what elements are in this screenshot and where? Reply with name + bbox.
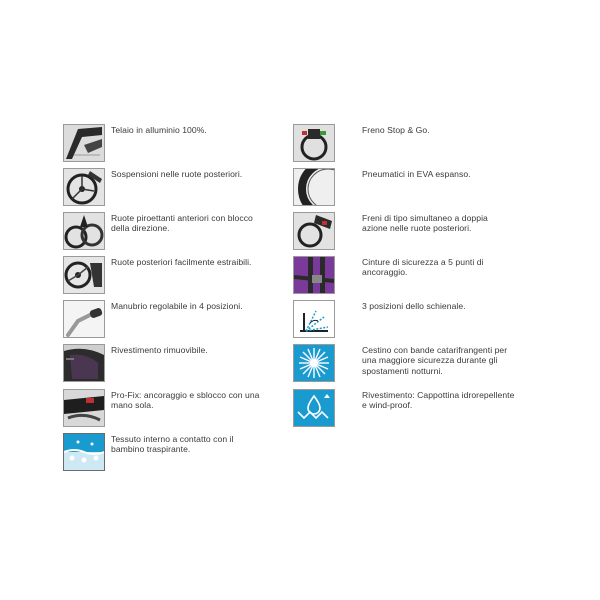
feature-removable-rear-wheels (63, 256, 286, 294)
feature-five-point-harness (293, 256, 540, 294)
feature-text: Rivestimento rimuovibile. (111, 345, 208, 355)
stop-go-brake-icon (293, 124, 335, 162)
feature-rear-suspension (63, 168, 286, 206)
feature-text: Pro-Fix: ancoraggio e sblocco con una mano sola. (111, 390, 260, 411)
eva-tyres-icon (293, 168, 335, 206)
swivel-front-wheels-icon (63, 212, 105, 250)
feature-pro-fix (63, 389, 286, 427)
feature-reflective-basket (293, 344, 540, 382)
feature-stop-go-brake (293, 124, 540, 162)
feature-text: Rivestimento: Cappottina idrorepellente e wind-proof. (362, 390, 515, 411)
feature-text: Cinture di sicurezza a 5 punti di ancoraggio. (362, 257, 484, 278)
adjustable-handlebar-icon (63, 300, 105, 338)
simultaneous-brake-icon (293, 212, 335, 250)
feature-text: Tessuto interno a contatto con il bambino traspirante. (111, 434, 234, 455)
feature-text: Freni di tipo simultaneo a doppia azione nelle ruote posteriori. (362, 213, 488, 234)
feature-water-repellent-hood (293, 389, 540, 427)
backrest-positions-icon (293, 300, 335, 338)
feature-breathable-fabric (63, 433, 286, 471)
feature-text: Sospensioni nelle ruote posteriori. (111, 169, 243, 179)
feature-text: Pneumatici in EVA espanso. (362, 169, 471, 179)
feature-text: Ruote posteriori facilmente estraibili. (111, 257, 252, 267)
five-point-harness-icon (293, 256, 335, 294)
removable-cover-icon (63, 344, 105, 382)
feature-text: Freno Stop & Go. (362, 125, 430, 135)
feature-text: Ruote piroettanti anteriori con blocco della direzione. (111, 213, 253, 234)
feature-text: 3 posizioni dello schienale. (362, 301, 466, 311)
feature-text: Telaio in alluminio 100%. (111, 125, 207, 135)
removable-rear-wheels-icon (63, 256, 105, 294)
feature-swivel-front-wheels (63, 212, 286, 250)
breathable-fabric-icon (63, 433, 105, 471)
feature-simultaneous-brake (293, 212, 540, 250)
water-repellent-hood-icon (293, 389, 335, 427)
feature-adjustable-handlebar (63, 300, 286, 338)
reflective-basket-icon (293, 344, 335, 382)
feature-aluminium-frame (63, 124, 286, 162)
aluminium-frame-icon (63, 124, 105, 162)
feature-text: Cestino con bande catarifrangenti per una maggiore sicurezza durante gli spostamenti notturni. (362, 345, 508, 376)
feature-backrest-positions (293, 300, 540, 338)
pro-fix-icon (63, 389, 105, 427)
rear-suspension-icon (63, 168, 105, 206)
feature-removable-cover (63, 344, 286, 382)
feature-text: Manubrio regolabile in 4 posizioni. (111, 301, 243, 311)
feature-eva-tyres (293, 168, 540, 206)
